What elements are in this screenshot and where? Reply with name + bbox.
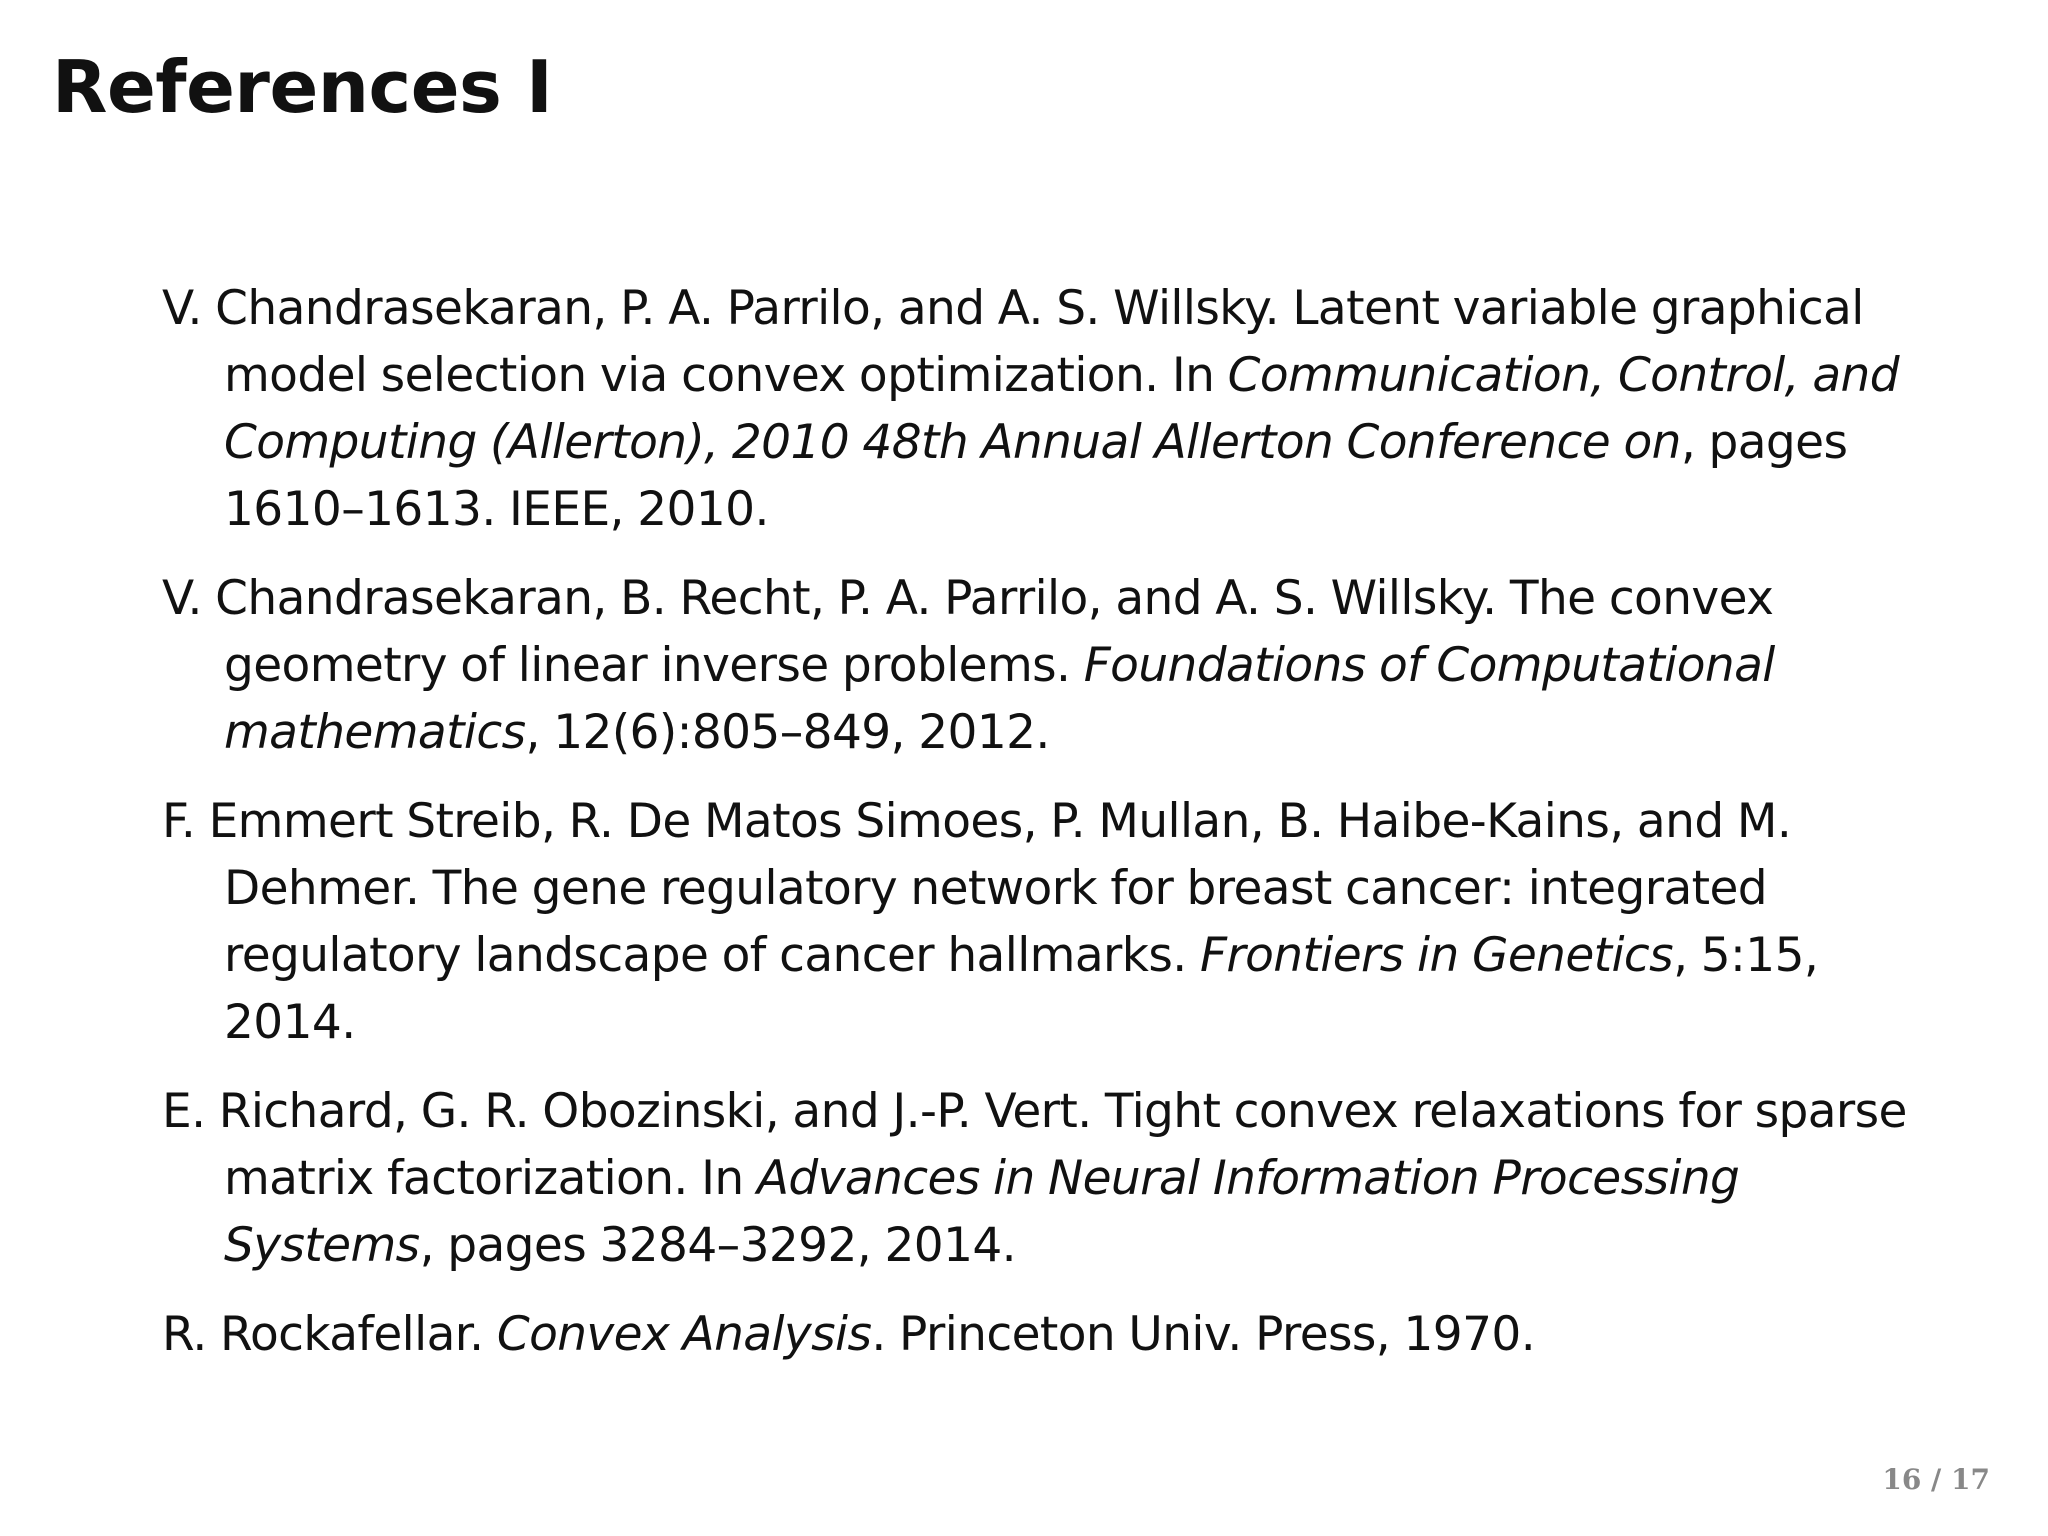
- reference-authors-title: F. Emmert Streib, R. De Matos Simoes, P. Mullan, B. Haibe-Kains, and M. Dehmer. The gene regulatory network for breast cancer: integrated regulatory landscape of cancer hallmarks.: [162, 794, 1792, 983]
- reference-details: . Princeton Univ. Press, 1970.: [871, 1307, 1536, 1362]
- reference-item-2: [162, 565, 1962, 766]
- reference-venue: Advances in Neural Information Processing Systems: [224, 1151, 1740, 1273]
- reference-authors-title: R. Rockafellar.: [162, 1307, 497, 1362]
- slide-title: References I: [52, 45, 553, 129]
- reference-authors-title: V. Chandrasekaran, B. Recht, P. A. Parrilo, and A. S. Willsky. The convex geometry of linear inverse problems.: [162, 571, 1774, 693]
- reference-venue: Communication, Control, and Computing (Allerton), 2010 48th Annual Allerton Conference on: [224, 348, 1899, 470]
- reference-details: , 12(6):805–849, 2012.: [525, 705, 1050, 760]
- reference-item-3: [162, 788, 1962, 1056]
- reference-authors-title: E. Richard, G. R. Obozinski, and J.-P. Vert. Tight convex relaxations for sparse matrix factorization. In: [162, 1084, 1907, 1206]
- reference-item-4: [162, 1078, 1962, 1279]
- reference-details: , pages 3284–3292, 2014.: [419, 1218, 1017, 1273]
- reference-authors-title: V. Chandrasekaran, P. A. Parrilo, and A. S. Willsky. Latent variable graphical model selection via convex optimization. In: [162, 281, 1864, 403]
- reference-venue: Foundations of Computational mathematics: [224, 638, 1775, 760]
- reference-item-1: [162, 275, 1962, 543]
- reference-item-5: [162, 1301, 1962, 1368]
- reference-venue: Frontiers in Genetics: [1199, 928, 1674, 983]
- page-number: 16 / 17: [1882, 1463, 1990, 1496]
- reference-venue: Convex Analysis: [496, 1307, 872, 1362]
- reference-list: [162, 275, 1962, 1390]
- reference-details: , 5:15, 2014.: [224, 928, 1819, 1050]
- reference-details: , pages 1610–1613. IEEE, 2010.: [224, 415, 1848, 537]
